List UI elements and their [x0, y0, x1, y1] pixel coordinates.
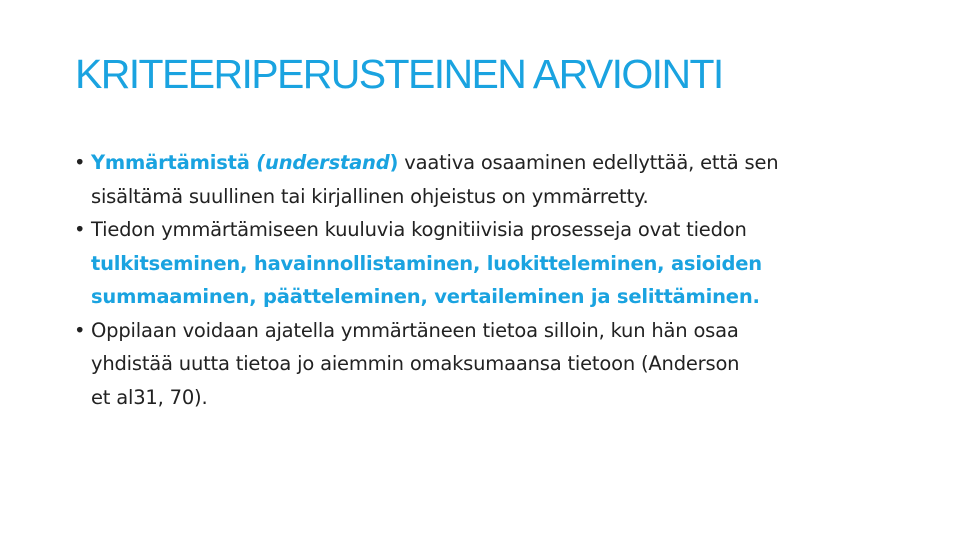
bullet-line-highlight: summaaminen, päätteleminen, vertaileminen ja selittäminen. [91, 285, 760, 308]
bullet-line [91, 146, 894, 180]
bullet-line: sisältämä suullinen tai kirjallinen ohjeistus on ymmärretty. [91, 184, 649, 208]
bullet-list [74, 146, 894, 414]
highlight-text: ) [389, 151, 399, 174]
bullet-item-cognitive-processes [74, 213, 894, 314]
bullet-item-understanding [74, 146, 894, 213]
bullet-line: Tiedon ymmärtämiseen kuuluvia kognitiivisia prosesseja ovat tiedon [91, 218, 747, 241]
bullet-icon: • [74, 318, 86, 342]
highlight-italic-text: (understand [256, 151, 390, 174]
bullet-line: et al31, 70). [91, 385, 208, 409]
bullet-line: yhdistää uutta tietoa jo aiemmin omaksumaansa tietoon (Anderson [91, 352, 740, 375]
slide-title: KRITEERIPERUSTEINEN ARVIOINTI [75, 51, 723, 97]
bullet-item-student-understanding [74, 314, 894, 415]
bullet-icon: • [74, 151, 86, 174]
body-text: vaativa osaaminen edellyttää, että sen [398, 151, 779, 174]
bullet-icon: • [74, 218, 86, 241]
bullet-line: Oppilaan voidaan ajatella ymmärtäneen tietoa silloin, kun hän osaa [91, 318, 739, 342]
highlight-text: Ymmärtämistä [91, 151, 257, 174]
bullet-line-highlight: tulkitseminen, havainnollistaminen, luokitteleminen, asioiden [91, 251, 762, 275]
